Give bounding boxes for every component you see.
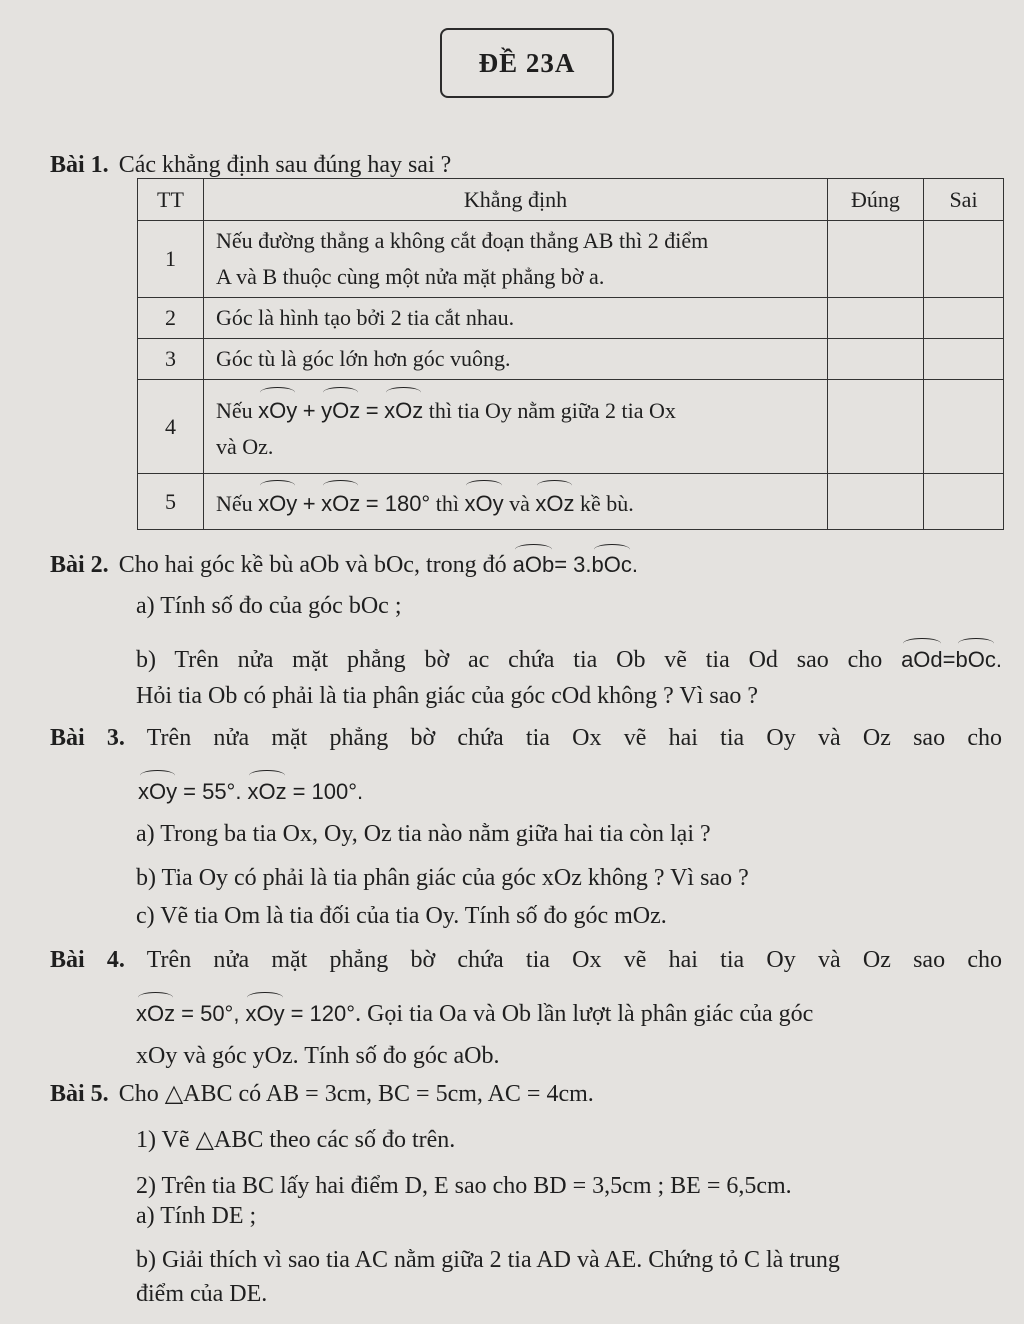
bai2-part-b: [136, 640, 1002, 676]
statement-text: thì: [435, 490, 459, 516]
true-answer-cell[interactable]: [828, 298, 924, 339]
angle-yoz: yOz: [321, 389, 360, 429]
table-header-row: [138, 179, 1004, 221]
bai1-label: Bài 1.: [50, 152, 109, 178]
row-number: 3: [138, 339, 204, 380]
bai3-heading: [50, 722, 1002, 754]
equation-end: .: [631, 552, 638, 577]
bai5-step-2: 2) Trên tia BC lấy hai điểm D, E sao cho BD = 3,5cm ; BE = 6,5cm.: [136, 1173, 792, 1199]
bai4-label: Bài 4.: [50, 947, 125, 973]
statement-cell: Góc tù là góc lớn hơn góc vuông.: [204, 339, 828, 380]
bai5-intro: Cho △ABC có AB = 3cm, BC = 5cm, AC = 4cm.: [118, 1081, 594, 1107]
bai1-question: Các khẳng định sau đúng hay sai ?: [118, 152, 452, 178]
true-false-table: [137, 178, 1004, 530]
angle-xoz: xOz: [535, 482, 574, 522]
angle-value: = 50°,: [181, 1001, 240, 1026]
angle-xoz: xOz: [384, 389, 423, 429]
table-row: [138, 339, 1004, 380]
angle-xoz: xOz: [247, 772, 286, 808]
plus-sign: +: [302, 490, 316, 516]
equals-sign: =: [365, 397, 379, 423]
table-row: [138, 474, 1004, 530]
true-answer-cell[interactable]: [828, 339, 924, 380]
statement-cell: [204, 380, 828, 474]
bai3-part-a: a) Trong ba tia Ox, Oy, Oz tia nào nằm giữa hai tia còn lại ?: [136, 821, 711, 847]
angle-xoz: xOz: [321, 482, 360, 522]
row-number: 2: [138, 298, 204, 339]
angle-xoy: xOy: [258, 482, 297, 522]
bai2-heading: [50, 546, 638, 580]
angle-xoy: xOy: [138, 772, 177, 808]
bai4-heading: [50, 944, 1002, 976]
bai2-part-b-question: Hỏi tia Ob có phải là tia phân giác của góc cOd không ? Vì sao ?: [136, 683, 759, 709]
bai2-intro: Cho hai góc kề bù aOb và bOc, trong đó: [118, 552, 507, 578]
row-number: 4: [138, 380, 204, 474]
statement-cell: [204, 221, 828, 298]
angle-boc: bOc: [956, 640, 996, 676]
false-answer-cell[interactable]: [924, 474, 1004, 530]
bai4-rest: . Gọi tia Oa và Ob lần lượt là phân giác của góc: [355, 1001, 814, 1027]
angle-boc: bOc: [592, 546, 632, 580]
exam-title: ĐỀ 23A: [440, 28, 614, 98]
angle-value: = 55°.: [183, 779, 242, 804]
bai2-label: Bài 2.: [50, 552, 109, 578]
statement-line: và Oz.: [216, 433, 274, 459]
false-answer-cell[interactable]: [924, 221, 1004, 298]
true-answer-cell[interactable]: [828, 221, 924, 298]
angle-xoy: xOy: [258, 389, 297, 429]
bai4-given-angles: [136, 994, 813, 1030]
angle-value: = 100°.: [292, 779, 364, 804]
statement-text: và: [509, 490, 530, 516]
plus-sign: +: [302, 397, 316, 423]
true-answer-cell[interactable]: [828, 474, 924, 530]
header-false: Sai: [924, 179, 1004, 221]
angle-aod: aOd: [901, 640, 943, 676]
bai3-part-b: b) Tia Oy có phải là tia phân giác của góc xOz không ? Vì sao ?: [136, 865, 749, 891]
bai5-heading: [50, 1078, 594, 1110]
false-answer-cell[interactable]: [924, 298, 1004, 339]
bai5-part-a: a) Tính DE ;: [136, 1203, 257, 1229]
statement-text: thì tia Oy nằm giữa 2 tia Ox: [428, 397, 676, 423]
bai3-given-angles: [138, 772, 363, 808]
statement-cell: Góc là hình tạo bởi 2 tia cắt nhau.: [204, 298, 828, 339]
angle-aob: aOb: [513, 546, 555, 580]
bai2-part-a: a) Tính số đo của góc bOc ;: [136, 593, 402, 619]
false-answer-cell[interactable]: [924, 339, 1004, 380]
bai3-label: Bài 3.: [50, 725, 125, 751]
bai4-question: xOy và góc yOz. Tính số đo góc aOb.: [136, 1043, 500, 1069]
statement-line: [216, 389, 815, 429]
true-answer-cell[interactable]: [828, 380, 924, 474]
statement-cell: [204, 474, 828, 530]
bai1-heading: [50, 150, 451, 180]
header-statement: Khẳng định: [204, 179, 828, 221]
row-number: 1: [138, 221, 204, 298]
statement-text: Nếu: [216, 490, 253, 516]
angle-xoy: xOy: [245, 994, 284, 1030]
statement-line: Nếu đường thẳng a không cắt đoạn thẳng AB thì 2 điểm: [216, 228, 709, 253]
bai3-part-c: c) Vẽ tia Om là tia đối của tia Oy. Tính số đo góc mOz.: [136, 903, 667, 929]
angle-xoy: xOy: [464, 482, 503, 522]
bai5-step-1: 1) Vẽ △ABC theo các số đo trên.: [136, 1127, 456, 1153]
bai5-part-b: b) Giải thích vì sao tia AC nằm giữa 2 tia AD và AE. Chứng tỏ C là trung: [136, 1247, 840, 1273]
equals-sign: =: [942, 647, 956, 672]
equation-value: = 180°: [365, 490, 431, 516]
statement-line: A và B thuộc cùng một nửa mặt phẳng bờ a.: [216, 264, 605, 289]
table-row: [138, 380, 1004, 474]
bai2-part-b-text: b) Trên nửa mặt phẳng bờ ac chứa tia Ob vẽ tia Od sao cho: [136, 647, 883, 673]
row-number: 5: [138, 474, 204, 530]
bai5-part-b-cont: điểm của DE.: [136, 1281, 268, 1307]
bai5-label: Bài 5.: [50, 1081, 109, 1107]
false-answer-cell[interactable]: [924, 380, 1004, 474]
angle-xoz: xOz: [136, 994, 175, 1030]
table-row: [138, 221, 1004, 298]
header-true: Đúng: [828, 179, 924, 221]
equation-part: = 3.: [554, 552, 592, 577]
header-tt: TT: [138, 179, 204, 221]
equation-end: .: [995, 647, 1002, 672]
bai3-intro: Trên nửa mặt phẳng bờ chứa tia Ox vẽ hai tia Oy và Oz sao cho: [146, 725, 1002, 751]
statement-text: kề bù.: [579, 490, 634, 516]
table-row: [138, 298, 1004, 339]
statement-text: Nếu: [216, 397, 253, 423]
bai4-intro: Trên nửa mặt phẳng bờ chứa tia Ox vẽ hai tia Oy và Oz sao cho: [146, 947, 1002, 973]
angle-value: = 120°: [290, 1001, 356, 1026]
